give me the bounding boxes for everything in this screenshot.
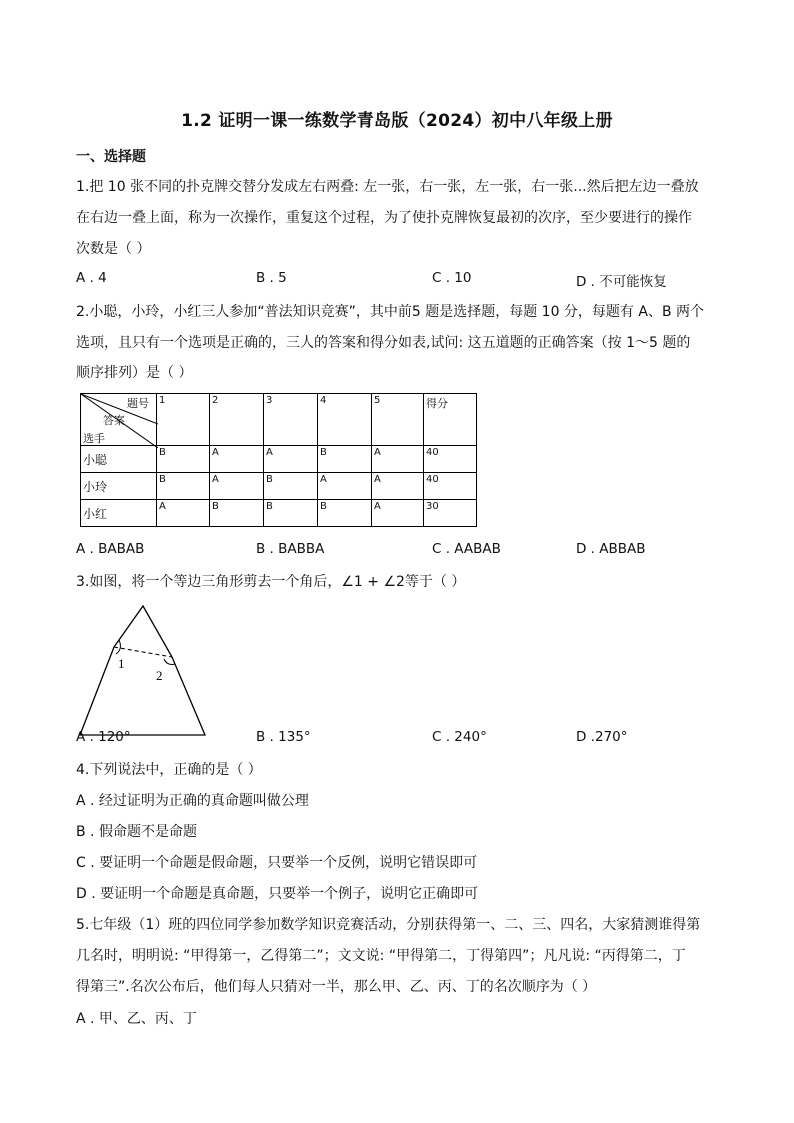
table-cell: A	[157, 500, 210, 527]
question-3-option-c[interactable]: C . 240°	[432, 729, 487, 745]
triangle-outline	[80, 647, 205, 735]
question-1-option-b[interactable]: B . 5	[256, 270, 287, 286]
table-cell: B	[318, 500, 372, 527]
table-cell: A	[210, 473, 264, 500]
question-1-option-d[interactable]: D . 不可能恢复	[576, 274, 667, 290]
table-cell: A	[264, 446, 318, 473]
table-cell: A	[318, 473, 372, 500]
question-4-option-d[interactable]: D . 要证明一个命题是真命题，只要举一个例子，说明它正确即可	[76, 886, 479, 902]
question-4-option-b[interactable]: B . 假命题不是命题	[76, 824, 197, 840]
table-row	[81, 446, 477, 473]
angle-2-label: 2	[156, 668, 163, 683]
question-4-line: 4.下列说法中，正确的是（ ）	[76, 762, 262, 778]
table-cell: B	[264, 473, 318, 500]
table-cell: A	[372, 473, 424, 500]
table-header-cell: 5	[372, 394, 424, 446]
corner-label-player: 选手	[83, 432, 105, 445]
table-cell: A	[210, 446, 264, 473]
question-5-line-3: 得第三”.名次公布后，他们每人只猜对一半，那么甲、乙、丙、丁的名次顺序为（ ）	[76, 979, 597, 995]
table-header-cell: 3	[264, 394, 318, 446]
corner-label-answer: 答案	[103, 414, 125, 427]
table-corner-cell	[81, 394, 157, 446]
question-5-line-2: 几名时，明明说: “甲得第一，乙得第二”；文文说: “甲得第二，丁得第四”；凡凡说: “丙得第二，丁	[76, 948, 686, 964]
question-2-line-1: 2.小聪，小玲，小红三人参加“普法知识竞赛”，其中前5 题是选择题，每题 10 分，每题有 A、B 两个	[76, 304, 705, 320]
section-heading: 一、选择题	[76, 149, 146, 165]
table-cell: A	[372, 500, 424, 527]
table-row-name: 小玲	[81, 473, 157, 500]
table-header-cell: 2	[210, 394, 264, 446]
table-row-name: 小红	[81, 500, 157, 527]
table-cell: B	[210, 500, 264, 527]
question-2-line-3: 顺序排列）是（ ）	[76, 365, 193, 381]
table-cell: 40	[424, 446, 477, 473]
angle-1-label: 1	[118, 656, 125, 671]
question-3-line: 3.如图，将一个等边三角形剪去一个角后，∠1 + ∠2等于（ ）	[76, 574, 466, 590]
removed-corner-edges	[114, 606, 172, 657]
table-row	[81, 500, 477, 527]
question-3-option-d[interactable]: D .270°	[576, 729, 628, 745]
document-title: 1.2 证明一课一练数学青岛版（2024）初中八年级上册	[181, 111, 613, 131]
table-header-row	[81, 394, 477, 446]
answer-score-table	[80, 393, 477, 527]
table-row	[81, 473, 477, 500]
table-row-name: 小聪	[81, 446, 157, 473]
question-1-option-c[interactable]: C . 10	[432, 270, 472, 286]
question-2-option-b[interactable]: B . BABBA	[256, 541, 325, 557]
question-3-option-b[interactable]: B . 135°	[256, 729, 311, 745]
question-4-option-a[interactable]: A . 经过证明为正确的真命题叫做公理	[76, 793, 309, 809]
question-1-line-2: 在右边一叠上面，称为一次操作，重复这个过程，为了使扑克牌恢复最初的次序，至少要进行的操作	[76, 210, 692, 226]
question-2-option-d[interactable]: D . ABBAB	[576, 541, 646, 557]
question-5-line-1: 5.七年级（1）班的四位同学参加数学知识竞赛活动，分别获得第一、二、三、四名，大家猜测谁得第	[76, 917, 701, 933]
question-2-option-a[interactable]: A . BABAB	[76, 541, 145, 557]
table-cell: B	[157, 473, 210, 500]
question-2-line-2: 选项，且只有一个选项是正确的，三人的答案和得分如表,试问: 这五道题的正确答案（按 1～5 题的	[76, 335, 691, 351]
table-cell: 40	[424, 473, 477, 500]
corner-label-number: 题号	[127, 397, 149, 410]
question-2-option-c[interactable]: C . AABAB	[432, 541, 501, 557]
question-3-option-a[interactable]: A . 120°	[76, 729, 131, 745]
question-1-line-3: 次数是（ ）	[76, 241, 151, 257]
table-cell: B	[318, 446, 372, 473]
table-header-cell: 1	[157, 394, 210, 446]
triangle-figure	[78, 604, 208, 738]
table-header-cell: 4	[318, 394, 372, 446]
question-1-line-1: 1.把 10 张不同的扑克牌交替分发成左右两叠: 左一张，右一张，左一张，右一张...然后把左边一叠放	[76, 179, 699, 195]
question-4-option-c[interactable]: C . 要证明一个命题是假命题，只要举一个反例，说明它错误即可	[76, 855, 478, 871]
table-cell: B	[157, 446, 210, 473]
table-cell: B	[264, 500, 318, 527]
question-1-option-a[interactable]: A . 4	[76, 270, 107, 286]
table-header-cell: 得分	[424, 394, 477, 446]
question-5-option-a[interactable]: A . 甲、乙、丙、丁	[76, 1011, 197, 1027]
table-cell: A	[372, 446, 424, 473]
table-cell: 30	[424, 500, 477, 527]
